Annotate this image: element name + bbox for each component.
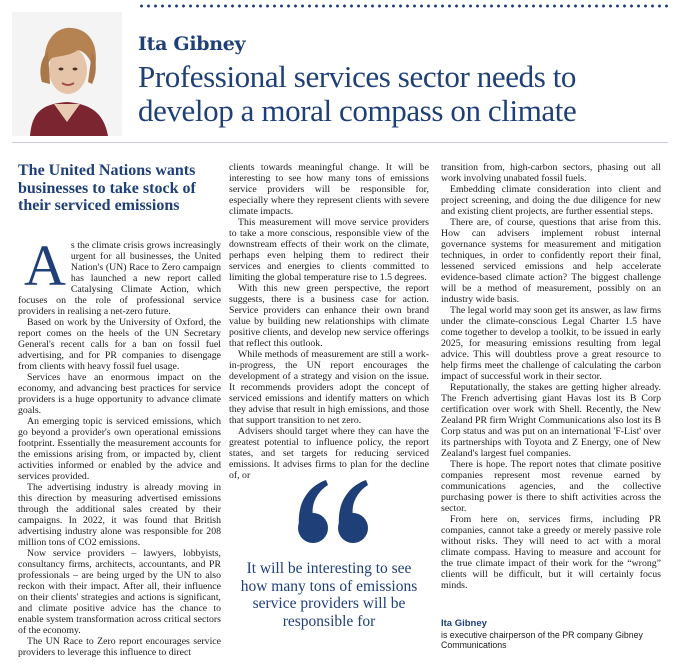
header-divider xyxy=(12,142,668,143)
article-column-1 xyxy=(18,233,221,658)
article-column-2 xyxy=(229,162,429,481)
headline: Professional services sector needs to develop a moral compass on climate xyxy=(138,59,577,128)
article-paragraph: Embedding climate consideration into client and project screening, and doing the due diligence for new and existing client projects, are further essential steps. xyxy=(441,184,661,217)
article-paragraph: With this new green perspective, the report suggests, there is a business case for action. Service providers can enhance their own brand value by building new relationships with climate positive clients, and develop new service offerings that reflect this outlook. xyxy=(229,283,429,349)
article-paragraph: The UN Race to Zero report encourages service providers to leverage this influence to direct xyxy=(18,636,221,658)
article-paragraph: As the climate crisis grows increasingly urgent for all businesses, the United Nation's (UN) Race to Zero campaign has launched a new report called Catalysing Climate Action, which focuses on the role of professional service providers in realising a net-zero future. xyxy=(18,233,221,317)
article-paragraph: transition from, high-carbon sectors, phasing out all work involving unabated fossil fuels. xyxy=(441,162,661,184)
author-name: Ita Gibney xyxy=(138,33,246,55)
article-paragraph: The legal world may soon get its answer, as law firms under the climate-conscious Legal Charter 1.5 have come together to develop a toolkit, to be issued in early 2025, for measuring emissions resulting from legal advice. This will doubtless prove a great resource to help firms meet the challenge of calculating the carbon impact of successful work in their sector. xyxy=(441,305,662,382)
dotted-top-rule xyxy=(138,4,668,8)
article-paragraph: This measurement will move service providers to take a more conscious, responsible view of the downstream effects of their work on the climate, perhaps even helping them to redirect their services and energies to clients committed to limiting the global temperature rise to 1.5 degrees. xyxy=(229,217,429,283)
article-paragraph: Now service providers – lawyers, lobbyists, consultancy firms, architects, accountants, and PR professionals – are being urged by the UN to also reckon with their impact. After all, their influence on their clients' strategies and actions is significant, and climate positive advice has the chance to enable system transformation across critical sectors of the economy. xyxy=(18,548,221,636)
article-column-3 xyxy=(441,162,661,591)
pull-quote: It will be interesting to see how many tons of emissions service providers will be responsible for xyxy=(240,560,418,630)
article-paragraph: While methods of measurement are still a work-in-progress, the UN report encourages the development of a strategy and vision on the issue. It recommends providers adopt the concept of serviced emissions and identify matters on which they advise that result in high emissions, and those that support transition to net zero. xyxy=(229,349,429,426)
author-photo xyxy=(12,12,122,136)
article-paragraph: Reputationally, the stakes are getting higher already. The French advertising giant Havas lost its B Corp certification over work with Shell. Recently, the New Zealand PR firm Wright Communications also lost its B Corp status and was put on an international 'F-List' over its partnerships with Toyota and Z Energy, one of New Zealand's largest fuel companies. xyxy=(441,382,661,459)
article-paragraph: The advertising industry is already moving in this direction by measuring advertised emissions through the additional sales created by their campaigns. In 2022, it was found that British advertising industry alone was responsible for 208 million tons of CO2 emissions. xyxy=(18,482,221,548)
article-paragraph: There is hope. The report notes that climate positive companies represent most revenue earned by communications agencies, and the collective purchasing power is there to shift activities across the sector. xyxy=(441,459,661,514)
article-paragraph: An emerging topic is serviced emissions, which go beyond a provider's own operational emissions footprint. Essentially the measurement accounts for the emissions arising from, or impacted by, client activities informed or enabled by the advice and services provided. xyxy=(18,416,221,482)
drop-cap: A xyxy=(24,233,66,298)
article-paragraph: From here on, services firms, including PR companies, cannot take a greedy or merely passive role without risks. They will need to act with a moral climate compass. Having to measure and account for the true climate impact of their work for the “wrong” clients will be difficult, but it will certainly focus minds. xyxy=(441,514,661,591)
article-paragraph: There are, of course, questions that arise from this. How can advisers implement robust internal governance systems for measurement and mitigation techniques, in order to confidently report their final, lessened serviced emissions and help accelerate evidence-based climate action? The biggest challenge will be a method of measurement, possibly on an industry wide basis. xyxy=(441,217,661,305)
article-paragraph: Advisers should target where they can have the greatest potential to influence policy, the report states, and set targets for reducing serviced emissions. It advises firms to plan for the decline of, or xyxy=(229,426,429,481)
article-paragraph: Based on work by the University of Oxford, the report comes on the heels of the UN Secretary General's recent calls for a ban on fossil fuel advertising, and for PR companies to disengage from clients with heavy fossil fuel usage. xyxy=(18,317,221,372)
article-paragraph: clients towards meaningful change. It will be interesting to see how many tons of emissions service providers will be responsible for, especially where they represent clients with severe climate impacts. xyxy=(229,162,429,217)
bio-name: Ita Gibney xyxy=(441,618,487,629)
standfirst: The United Nations wants businesses to take stock of their serviced emissions xyxy=(18,162,196,214)
opening-quote-icon xyxy=(293,478,373,548)
article-paragraph: Services have an enormous impact on the economy, and advancing best practices for service providers is a huge opportunity to advance climate goals. xyxy=(18,372,221,416)
author-bio xyxy=(441,619,666,651)
bio-text: is executive chairperson of the PR company Gibney Communications xyxy=(441,629,643,650)
